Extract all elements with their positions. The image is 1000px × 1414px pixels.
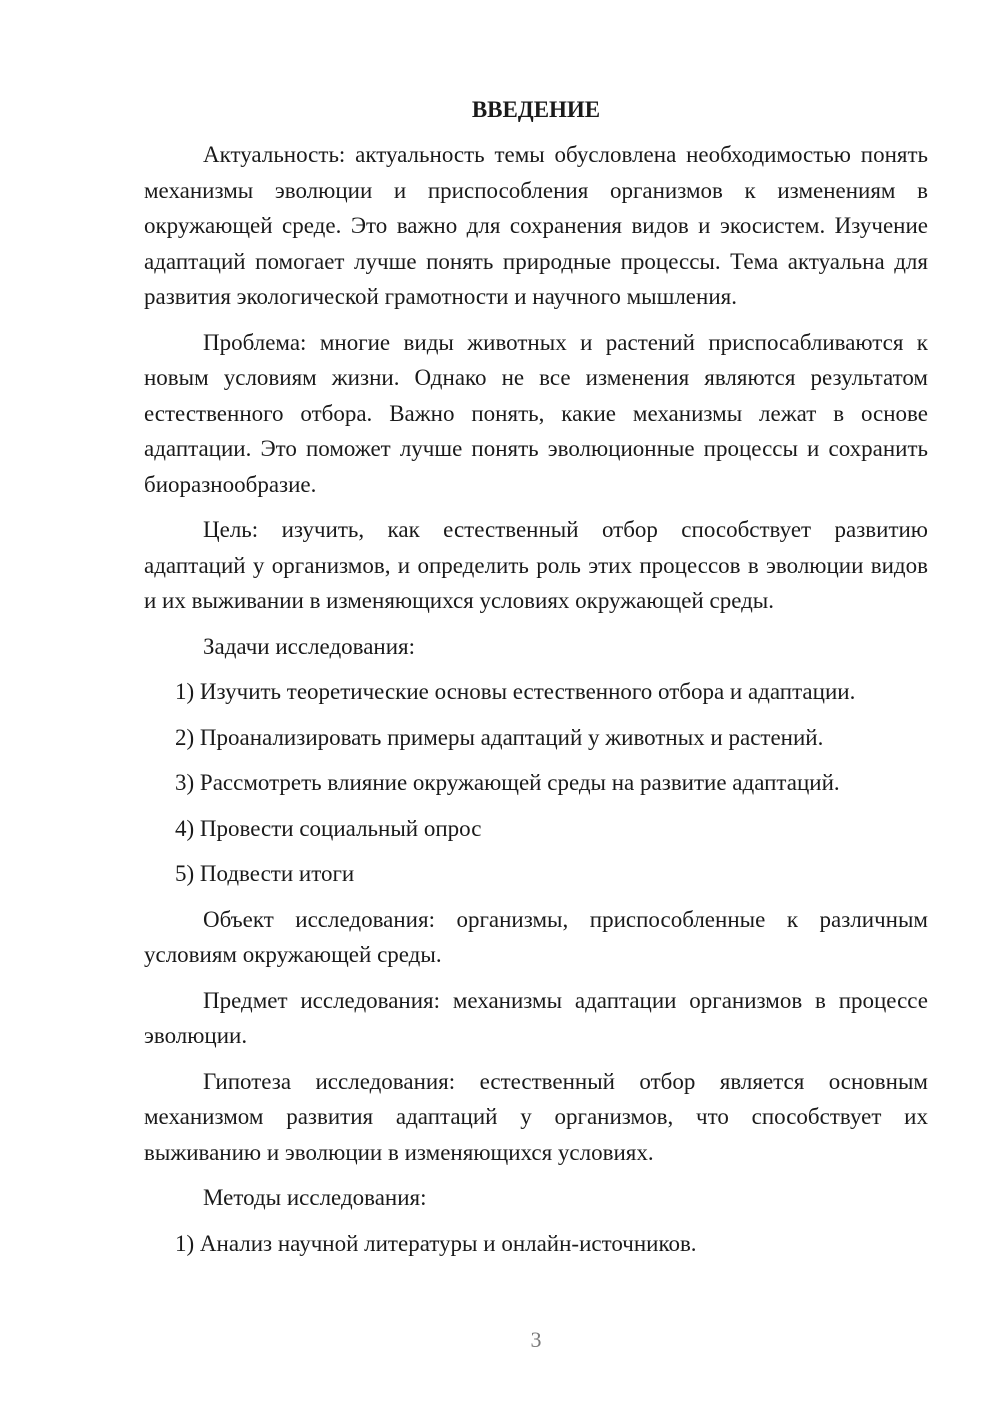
object-paragraph: Объект исследования: организмы, приспособленные к различным условиям окружающей среды. xyxy=(144,906,928,967)
methods-label: Методы исследования: xyxy=(203,1185,427,1210)
methods-list xyxy=(144,1226,928,1262)
tasks-label: Задачи исследования: xyxy=(203,633,416,659)
subject-paragraph: Предмет исследования: механизмы адаптации организмов в процессе эволюции. xyxy=(144,987,928,1048)
relevance-paragraph: Актуальность: актуальность темы обусловлена необходимостью понять механизмы эволюции и приспособления организмов к изменениям в окружающей среде. Это важно для сохранения видов и экосистем. Изучение адаптаций помогает лучше понять природные процессы. Тема актуальна для развития экологической грамотности и научного мышления. xyxy=(144,142,928,309)
list-item: 4) Провести социальный опрос xyxy=(175,815,482,841)
list-item: 2) Проанализировать примеры адаптаций у животных и растений. xyxy=(175,724,824,750)
hypothesis-paragraph: Гипотеза исследования: естественный отбор является основным механизмом развития адаптаций у организмов, что способствует их выживанию и эволюции в изменяющихся условиях. xyxy=(144,1068,928,1165)
document-body xyxy=(144,92,928,1271)
tasks-list xyxy=(144,674,928,892)
list-item: 1) Изучить теоретические основы естественного отбора и адаптации. xyxy=(175,679,856,704)
goal-paragraph: Цель: изучить, как естественный отбор способствует развитию адаптаций у организмов, и определить роль этих процессов в эволюции видов и их выживании в изменяющихся условиях окружающей среды. xyxy=(144,517,928,613)
page-title: ВВЕДЕНИЕ xyxy=(471,97,601,122)
problem-paragraph: Проблема: многие виды животных и растений приспосабливаются к новым условиям жизни. Однако не все изменения являются результатом естественного отбора. Важно понять, какие механизмы лежат в основе адаптации. Это поможет лучше понять эволюционные процессы и сохранить биоразнообразие. xyxy=(144,329,928,497)
page-number: 3 xyxy=(530,1327,542,1352)
list-item: 5) Подвести итоги xyxy=(175,861,355,886)
list-item: 3) Рассмотреть влияние окружающей среды на развитие адаптаций. xyxy=(175,770,840,795)
list-item: 1) Анализ научной литературы и онлайн-источников. xyxy=(175,1230,697,1256)
